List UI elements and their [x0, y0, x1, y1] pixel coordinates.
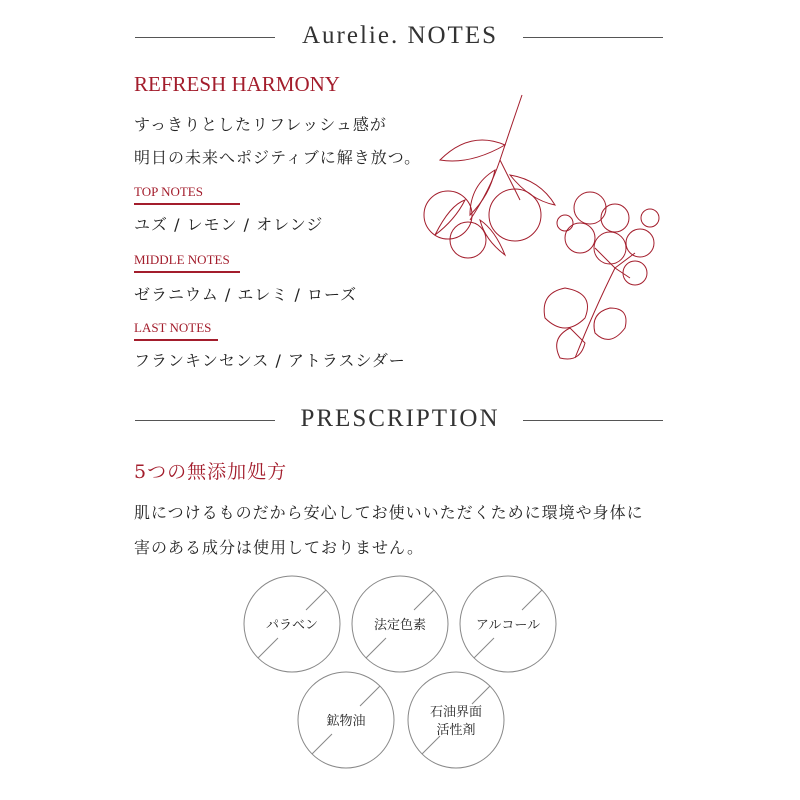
middle-notes-value: ゼラニウム / エレミ / ローズ: [134, 285, 358, 304]
prescription-title: PRESCRIPTION: [300, 405, 500, 432]
free-from-badge-parabens: [244, 576, 340, 672]
geranium-illustration: [535, 178, 670, 368]
badge-label: パラベン: [265, 618, 319, 633]
badge-label: 法定色素: [373, 618, 427, 633]
prescription-subtitle: 5つの無添加処方: [134, 461, 288, 483]
notes-description-line: 明日の未来へポジティブに解き放つ。: [134, 148, 422, 167]
top-notes-value: ユズ / レモン / オレンジ: [134, 215, 324, 234]
prescription-description-line: 肌につけるものだから安心してお使いいただくために環境や身体に: [134, 503, 644, 522]
badge-label: 活性剤: [436, 723, 476, 738]
last-notes-label: LAST NOTES: [134, 320, 218, 341]
free-from-badge-mineral-oil: [298, 672, 394, 768]
last-notes-value: フランキンセンス / アトラスシダー: [134, 351, 406, 370]
free-from-badge-dyes: [352, 576, 448, 672]
badge-label: 石油界面: [429, 705, 483, 720]
badge-label: 鉱物油: [326, 714, 366, 729]
top-notes-label: TOP NOTES: [134, 184, 240, 205]
notes-description-line: すっきりとしたリフレッシュ感が: [134, 115, 387, 134]
notes-title: Aurelie. NOTES: [301, 22, 499, 49]
free-from-badge-alcohol: [460, 576, 556, 672]
badge-label: アルコール: [475, 618, 541, 633]
notes-subtitle: REFRESH HARMONY: [134, 72, 340, 96]
free-from-badge-petroleum-surfactant: [408, 672, 504, 768]
middle-notes-label: MIDDLE NOTES: [134, 252, 240, 273]
prescription-description-line: 害のある成分は使用しておりません。: [134, 538, 424, 557]
